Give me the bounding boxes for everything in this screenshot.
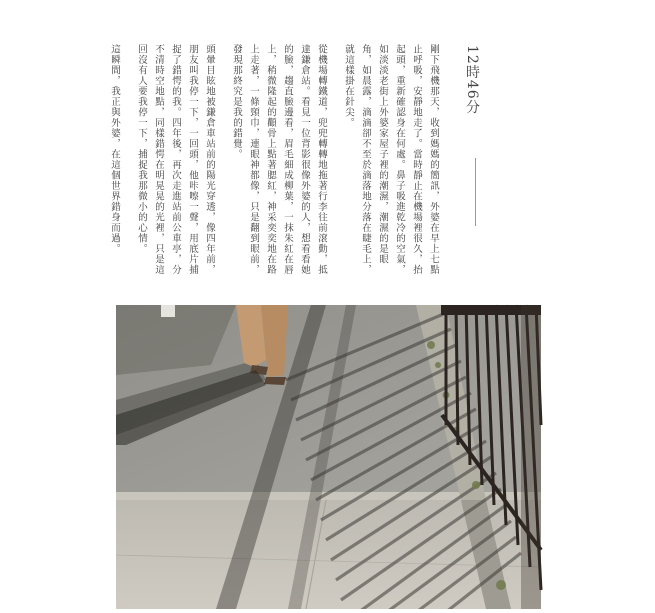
title-divider <box>475 158 476 226</box>
paragraph: 這瞬間，我正與外婆，在這個世界錯身而過。 <box>109 44 120 254</box>
text-area <box>109 40 540 285</box>
section-title: 12時46分 <box>464 45 480 115</box>
street-photo <box>116 305 541 609</box>
paragraph: 從機場轉鐵道，兜兜轉轉地拖著行李往前滾動，抵達鎌倉站。看見一位背影很像外婆的人，想看看她的臉，趨直臉邊看，眉毛細成柳葉，一抹朱紅在唇上，稍微隆起的顴骨上點著腮紅，神采奕奕地在路上走著，一條頸巾，連眼神都像，只是翻到眼前，發現那終究是我的錯覺。 <box>231 44 327 275</box>
paragraph: 頭暈目眩地被鎌倉車站前的陽光穿透，像四年前，朋友叫我停一下，一回頭，他咔嚓一聲，用底片捕捉了錯愕的我。四年後，再次走進站前公車亭，分不清時空地點，同樣錯愕在明晃晃的光裡，只是這回沒有人要我停一下，捕捉我那微小的心情。 <box>136 44 215 275</box>
body-text <box>109 44 442 284</box>
paragraph: 剛下飛機那天，收到媽媽的簡訊，外婆在早上七點止呼吸，安靜地走了。當時靜止在機場裡很久，抬起頭，重新確認身在何處。鼻子吸進乾冷的空氣，如淡淡老街上外婆家屋子裡的潮濕，潮濕的是眼角，如晨露，滴滴卻不至於滴落地分落在睫毛上，就這樣掛在針尖。 <box>343 44 439 275</box>
